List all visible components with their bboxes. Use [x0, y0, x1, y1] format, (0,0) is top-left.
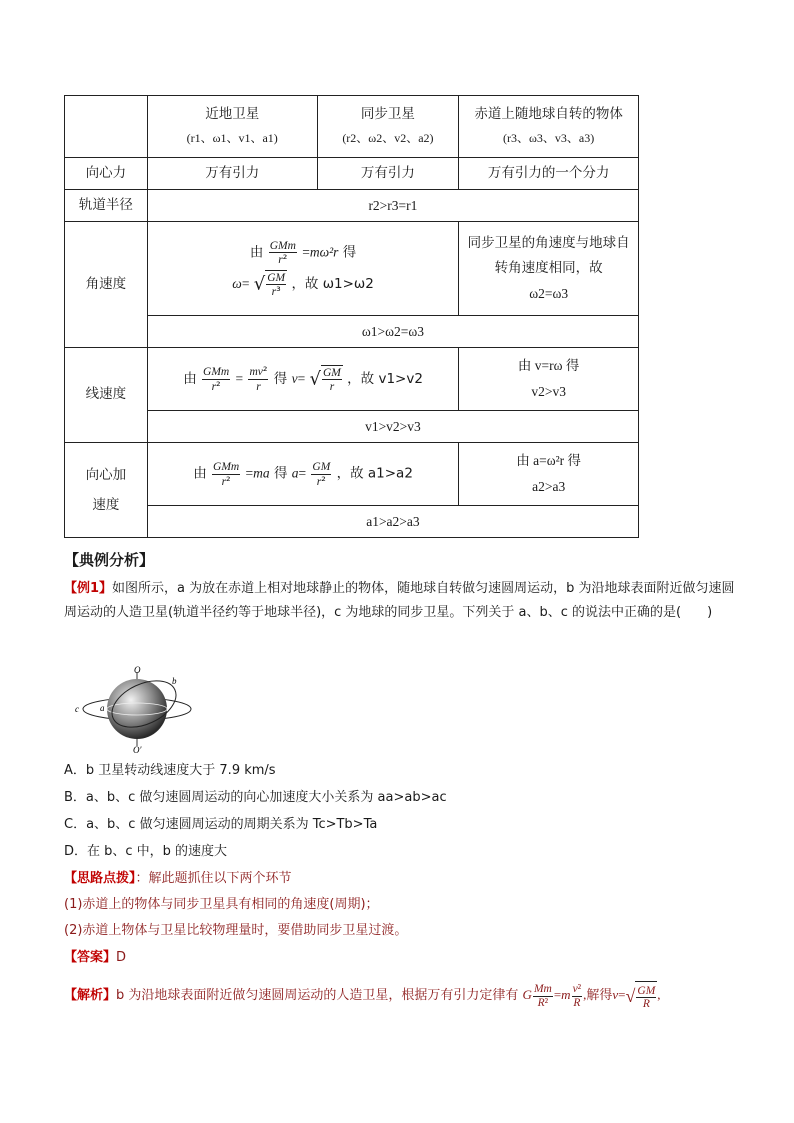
- answer-tag: 【答案】: [64, 950, 117, 965]
- formula-prefix: 由: [249, 244, 264, 261]
- cell-v-summary: v1>v2>v3: [147, 411, 638, 443]
- analysis-formula: G $\frac{Mm}{\text{R²}}$ =m $\frac{\text{v²}}{R}$ ,: [522, 983, 587, 1009]
- cell-omega-derivation: [147, 222, 458, 316]
- hint-line: [64, 866, 744, 892]
- fraction-mv2-r: $\frac{\text{mv²}}{r}$: [249, 364, 268, 393]
- answer-line: [64, 946, 744, 970]
- omega-formula-line: [152, 239, 454, 266]
- label-c: c: [75, 704, 79, 714]
- cell-centripetal-near: 万有引力: [147, 158, 317, 190]
- example-tag: 【例1】: [64, 581, 113, 596]
- omega-conclusion: ，故 ω1>ω2: [291, 276, 374, 293]
- cell-v-sync-equator: [459, 348, 639, 411]
- hint-text: ：解此题抓住以下两个环节: [135, 871, 292, 886]
- omega-right-eq: ω2=ω3: [529, 286, 569, 301]
- analysis-text: b 为沿地球表面附近做匀速圆周运动的人造卫星，根据万有引力定律有: [116, 988, 519, 1003]
- cell-omega-summary: ω1>ω2=ω3: [147, 316, 638, 348]
- label-o-prime: O′: [133, 745, 142, 754]
- sqrt-gm-r: √ $\frac{GM}{r}$: [309, 366, 341, 393]
- a-conclusion: ，故 a1>a2: [336, 466, 413, 482]
- answer-value: D: [116, 950, 127, 965]
- row-label-acceleration: [65, 443, 148, 538]
- comparison-table: [64, 95, 639, 538]
- cell-v-derivation: 由 $\frac{\text{GMm}}{\text{r²}}$ = $\frac{\text{mv²}}{r}$ 得 v= √ $\frac{GM}{r}$ ，故 v1>v2: [147, 348, 458, 411]
- header-near-earth-satellite: [147, 96, 317, 158]
- hint-block: [64, 866, 744, 944]
- v-right-line2: v2>v3: [531, 384, 566, 399]
- label-line: 速度: [92, 497, 120, 513]
- formula-rhs: =mω²r: [302, 244, 339, 260]
- cell-a-derivation: 由 $\frac{\text{GMm}}{\text{r²}}$ =ma 得 a= $\frac{GM}{\text{r²}}$ ，故 a1>a2: [147, 443, 458, 506]
- v-right-line1: 由 v=rω 得: [517, 358, 580, 373]
- hint-tag: 【思路点拨】: [64, 871, 136, 886]
- header-vars: (r3、ω3、v3、a3): [503, 131, 595, 146]
- cell-radius-relation: r2>r3=r1: [147, 190, 638, 222]
- omega-result-line: ω= √ $\frac{GM}{\text{r³}}$ ，故 ω1>ω2: [232, 272, 374, 299]
- v-conclusion: ，故 v1>v2: [347, 371, 423, 387]
- omega-right-text: 同步卫星的角速度与地球自转角速度相同，故: [467, 235, 630, 276]
- fraction-gm-r2: $\frac{GM}{\text{r²}}$: [312, 461, 331, 488]
- row-label-centripetal: 向心力: [65, 158, 148, 190]
- row-label-linear-velocity: 线速度: [65, 348, 148, 443]
- header-vars: (r1、ω1、v1、a1): [186, 131, 278, 146]
- cell-omega-sync-equator: [459, 222, 639, 316]
- analysis-result-prefix: 解得: [586, 988, 613, 1003]
- hint-point-1: (1)赤道上的物体与同步卫星具有相同的角速度(周期)；: [64, 897, 379, 912]
- a-right-line2: a2>a3: [532, 479, 566, 494]
- analysis-line: 【解析】b 为沿地球表面附近做匀速圆周运动的人造卫星，根据万有引力定律有 G $\frac{Mm}{\text{R²}}$ =m $\frac{\text{v²}}{R}$ ,解得v=√ $\frac{GM}{R}$ ,: [64, 980, 764, 1012]
- example-question: [64, 577, 744, 625]
- options-list: [64, 757, 744, 865]
- header-sync-satellite: [317, 96, 459, 158]
- fraction-gmm-r2: $\frac{\text{GMm}}{\text{r²}}$: [269, 239, 296, 266]
- label-line: 向心加: [85, 467, 127, 483]
- option-b: B．a、b、c 做匀速圆周运动的向心加速度大小关系为 aa>ab>ac: [64, 790, 447, 805]
- label-a: a: [100, 703, 105, 713]
- earth-orbit-figure: [72, 664, 202, 754]
- row-label-angular-velocity: 角速度: [65, 222, 148, 348]
- a-right-line1: 由 a=ω²r 得: [516, 453, 582, 468]
- formula-suffix: 得: [342, 244, 357, 261]
- analysis-tag: 【解析】: [64, 988, 117, 1003]
- header-vars: (r2、ω2、v2、a2): [342, 131, 434, 146]
- header-title: 赤道上随地球自转的物体: [474, 105, 623, 122]
- header-title: 近地卫星: [205, 105, 260, 122]
- option-c: C．a、b、c 做匀速圆周运动的周期关系为 Tc>Tb>Ta: [64, 817, 378, 832]
- hint-point-2: (2)赤道上物体与卫星比较物理量时，要借助同步卫星过渡。: [64, 923, 408, 938]
- cell-a-summary: a1>a2>a3: [147, 506, 638, 538]
- cell-a-sync-equator: [459, 443, 639, 506]
- header-equator-object: [459, 96, 639, 158]
- option-a: A．b 卫星转动线速度大于 7.9 km/s: [64, 763, 276, 778]
- row-label-radius: 轨道半径: [65, 190, 148, 222]
- cell-centripetal-sync: 万有引力: [317, 158, 459, 190]
- label-b: b: [172, 676, 177, 686]
- fraction-gmm-r2: $\frac{\text{GMm}}{\text{r²}}$: [203, 366, 230, 393]
- sqrt-gm-r3: √ $\frac{GM}{\text{r³}}$: [253, 272, 286, 299]
- example-text: 如图所示，a 为放在赤道上相对地球静止的物体，随地球自转做匀速圆周运动，b 为沿地球表面附近做匀速圆周运动的人造卫星(轨道半径约等于地球半径)，c 为地球的同步卫星。下列关于 a、b、c 的说法中正确的是( ): [64, 581, 735, 620]
- table-corner-cell: [65, 96, 148, 158]
- option-d: D．在 b、c 中，b 的速度大: [64, 844, 228, 859]
- cell-centripetal-equator: 万有引力的一个分力: [459, 158, 639, 190]
- fraction-gmm-r2: $\frac{\text{GMm}}{\text{r²}}$: [213, 461, 240, 488]
- globe-illustration: [72, 664, 202, 754]
- header-title: 同步卫星: [360, 105, 415, 122]
- earth-sphere: [107, 679, 167, 739]
- section-title: 【典例分析】: [64, 551, 155, 569]
- label-o: O: [134, 665, 141, 675]
